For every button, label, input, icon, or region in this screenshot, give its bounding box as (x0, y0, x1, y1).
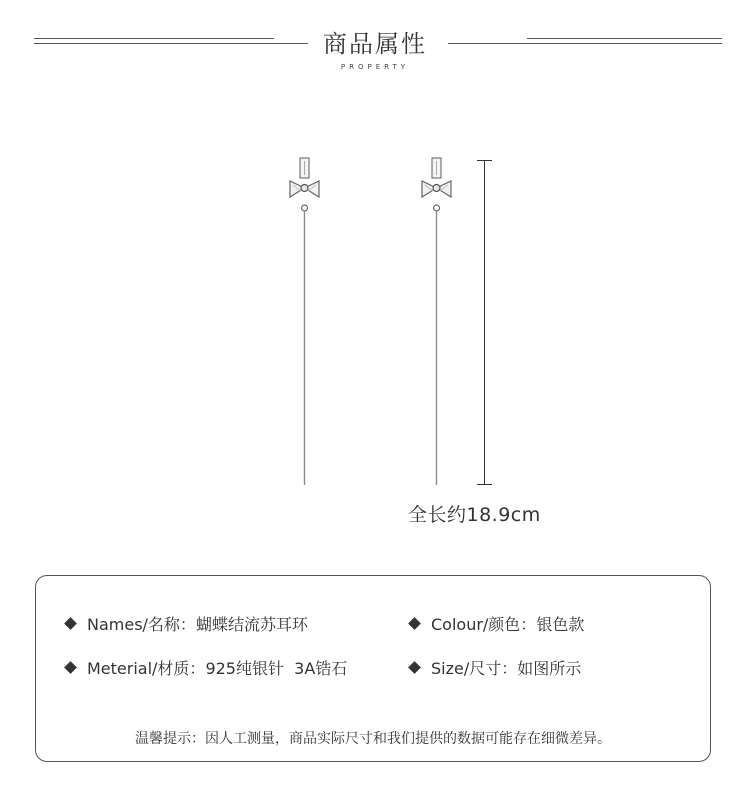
measure-line (484, 160, 485, 484)
property-info-box (35, 575, 711, 762)
property-name (66, 612, 308, 635)
property-material-label: Meterial/材质： (87, 659, 206, 678)
length-label: 全长约18.9cm (408, 504, 541, 526)
property-material-value: 925纯银针 3A锆石 (205, 659, 348, 678)
earring-left-image (285, 155, 325, 490)
earring-right-image (417, 155, 457, 490)
property-colour (410, 612, 584, 635)
section-title: 商品属性 (323, 30, 427, 58)
diamond-bullet-icon (64, 617, 77, 630)
measurement-notice: 温馨提示：因人工测量，商品实际尺寸和我们提供的数据可能存在细微差异。 (135, 731, 611, 747)
section-subtitle: PROPERTY (340, 63, 410, 71)
diamond-bullet-icon (408, 661, 421, 674)
diamond-bullet-icon (64, 661, 77, 674)
property-size (410, 656, 581, 679)
property-name-label: Names/名称： (87, 615, 196, 634)
property-colour-label: Colour/颜色： (431, 615, 537, 634)
property-size-label: Size/尺寸： (431, 659, 518, 678)
measure-cap-bottom (477, 484, 492, 485)
diamond-bullet-icon (408, 617, 421, 630)
property-name-value: 蝴蝶结流苏耳环 (195, 615, 308, 634)
property-colour-value: 银色款 (536, 615, 585, 634)
property-material (66, 656, 347, 679)
property-size-value: 如图所示 (517, 659, 582, 678)
